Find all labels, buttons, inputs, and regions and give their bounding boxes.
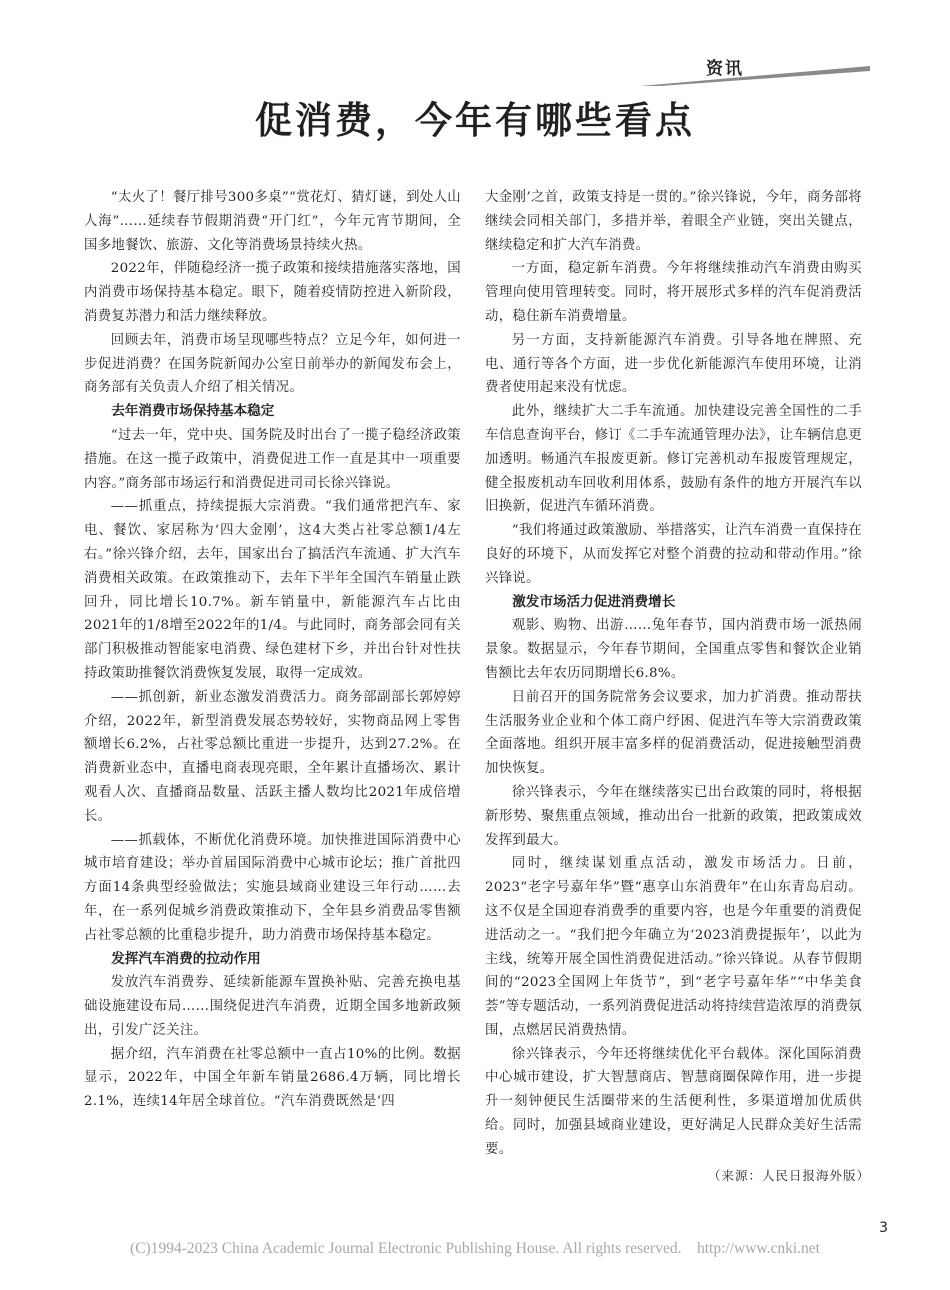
paragraph: ——抓创新，新业态激发消费活力。商务部副部长郭婷婷介绍，2022年，新型消费发展态势较好，实物商品网上零售额增长6.2%，占社零总额比重进一步提升，达到27.2%。在消费新业态中，直播电商表现亮眼，全年累计直播场次、累计观看人次、直播商品数量、活跃主播人数均比2021年成倍增长。 (84, 689, 461, 824)
paragraph: 2022年，伴随稳经济一揽子政策和接续措施落实落地，国内消费市场保持基本稳定。眼下，随着疫情防控进入新阶段，消费复苏潜力和活力继续释放。 (84, 261, 461, 324)
paragraph: “太火了！餐厅排号300多桌”“赏花灯、猜灯谜，到处人山人海”……延续春节假期消费“开门红”，今年元宵节期间，全国多地餐饮、旅游、文化等消费场景持续火热。 (84, 190, 461, 253)
paragraph: 另一方面，支持新能源汽车消费。引导各地在牌照、充电、通行等各个方面，进一步优化新能源汽车使用环境，让消费者使用起来没有忧虑。 (485, 332, 862, 396)
paragraph: 此外，继续扩大二手车流通。加快建设完善全国性的二手车信息查询平台，修订《二手车流通管理办法》，让车辆信息更加透明。畅通汽车报废更新。修订完善机动车报废管理规定，健全报废机动车回收利用体系，鼓励有条件的地方开展汽车以旧换新，促进汽车循环消费。 (485, 404, 862, 515)
article-source: （来源：人民日报海外版） (707, 1168, 870, 1183)
paragraph: “我们将通过政策激励、举措落实，让汽车消费一直保持在良好的环境下，从而发挥它对整个消费的拉动和带动作用。”徐兴锋说。 (485, 523, 862, 586)
section-tag: 资讯 (706, 59, 744, 79)
paragraph: 回顾去年，消费市场呈现哪些特点？立足今年，如何进一步促进消费？在国务院新闻办公室日前举办的新闻发布会上，商务部有关负责人介绍了相关情况。 (84, 332, 461, 396)
right-column (485, 186, 862, 1162)
header-wedge-decoration (640, 66, 870, 86)
paragraph: 徐兴锋表示，今年还将继续优化平台载体。深化国际消费中心城市建设，扩大智慧商店、智慧商圈保障作用，进一步提升一刻钟便民生活圈带来的生活便利性，多渠道增加优质供给。同时，加强县域商业建设，更好满足人民群众美好生活需要。 (485, 1046, 862, 1157)
paragraph: ——抓重点，持续提振大宗消费。“我们通常把汽车、家电、餐饮、家居称为‘四大金刚’，这4大类占社零总额1/4左右。”徐兴锋介绍，去年，国家出台了搞活汽车流通、扩大汽车消费相关政策。在政策推动下，去年下半年全国汽车销量止跌回升，同比增长10.7%。新车销量中，新能源汽车占比由2021年的1/8增至2022年的1/4。与此同时，商务部会同有关部门积极推动智能家电消费、绿色建材下乡，并出台针对性扶持政策助推餐饮消费恢复发展，取得一定成效。 (84, 499, 461, 681)
paragraph: 徐兴锋表示，今年在继续落实已出台政策的同时，将根据新形势、聚焦重点领域，推动出台一批新的政策，把政策成效发挥到最大。 (485, 784, 862, 848)
article-title: 促消费，今年有哪些看点 (255, 99, 695, 142)
paragraph: 观影、购物、出游……兔年春节，国内消费市场一派热闹景象。数据显示，今年春节期间，全国重点零售和餐饮企业销售额比去年农历同期增长6.8%。 (485, 618, 862, 681)
section-heading: 激发市场活力促进消费增长 (512, 593, 676, 610)
section-heading: 发挥汽车消费的拉动作用 (111, 950, 261, 967)
paragraph: “过去一年，党中央、国务院及时出台了一揽子稳经济政策措施。在这一揽子政策中，消费促进工作一直是其中一项重要内容。”商务部市场运行和消费促进司司长徐兴锋说。 (84, 427, 461, 491)
paragraph: 一方面，稳定新车消费。今年将继续推动汽车消费由购买管理向使用管理转变。同时，将开展形式多样的汽车促消费活动，稳住新车消费增量。 (485, 261, 862, 324)
section-heading: 去年消费市场保持基本稳定 (111, 403, 275, 420)
left-column (84, 186, 461, 1114)
paragraph: 同时，继续谋划重点活动，激发市场活力。日前，2023“老字号嘉年华”暨“惠享山东消费年”在山东青岛启动。这不仅是全国迎春消费季的重要内容，也是今年重要的消费促进活动之一。“我们把今年确立为‘2023消费提振年’，以此为主线，统筹开展全国性消费促进活动。”徐兴锋说。从春节假期间的“2023全国网上年货节”，到“老字号嘉年华”“中华美食荟”等专题活动，一系列消费促进活动将持续营造浓厚的消费氛围，点燃居民消费热情。 (485, 856, 862, 1038)
page-number: 3 (879, 1220, 888, 1236)
copyright-footer: (C)1994-2023 China Academic Journal Electronic Publishing House. All rights reserved. http://www.cnki.net (130, 1240, 820, 1257)
paragraph: ——抓载体，不断优化消费环境。加快推进国际消费中心城市培育建设；举办首届国际消费中心城市论坛；推广首批四方面14条典型经验做法；实施县域商业建设三年行动……去年，在一系列促城乡消费政策推动下，全年县乡消费品零售额占社零总额的比重稳步提升，助力消费市场保持基本稳定。 (84, 832, 461, 943)
paragraph: 日前召开的国务院常务会议要求，加力扩消费。推动帮扶生活服务业企业和个体工商户纾困、促进汽车等大宗消费政策全面落地。组织开展丰富多样的促消费活动，促进接触型消费加快恢复。 (485, 689, 862, 777)
paragraph: 发放汽车消费券、延续新能源车置换补贴、完善充换电基础设施建设布局……围绕促进汽车消费，近期全国多地新政频出，引发广泛关注。 (84, 975, 461, 1038)
paragraph: 据介绍，汽车消费在社零总额中一直占10%的比例。数据显示，2022年，中国全年新车销量2686.4万辆，同比增长2.1%，连续14年居全球首位。“汽车消费既然是‘四 (84, 1046, 461, 1110)
paragraph: 大金刚’之首，政策支持是一贯的。”徐兴锋说，今年，商务部将继续会同相关部门，多措并举，着眼全产业链，突出关键点，继续稳定和扩大汽车消费。 (485, 190, 862, 253)
